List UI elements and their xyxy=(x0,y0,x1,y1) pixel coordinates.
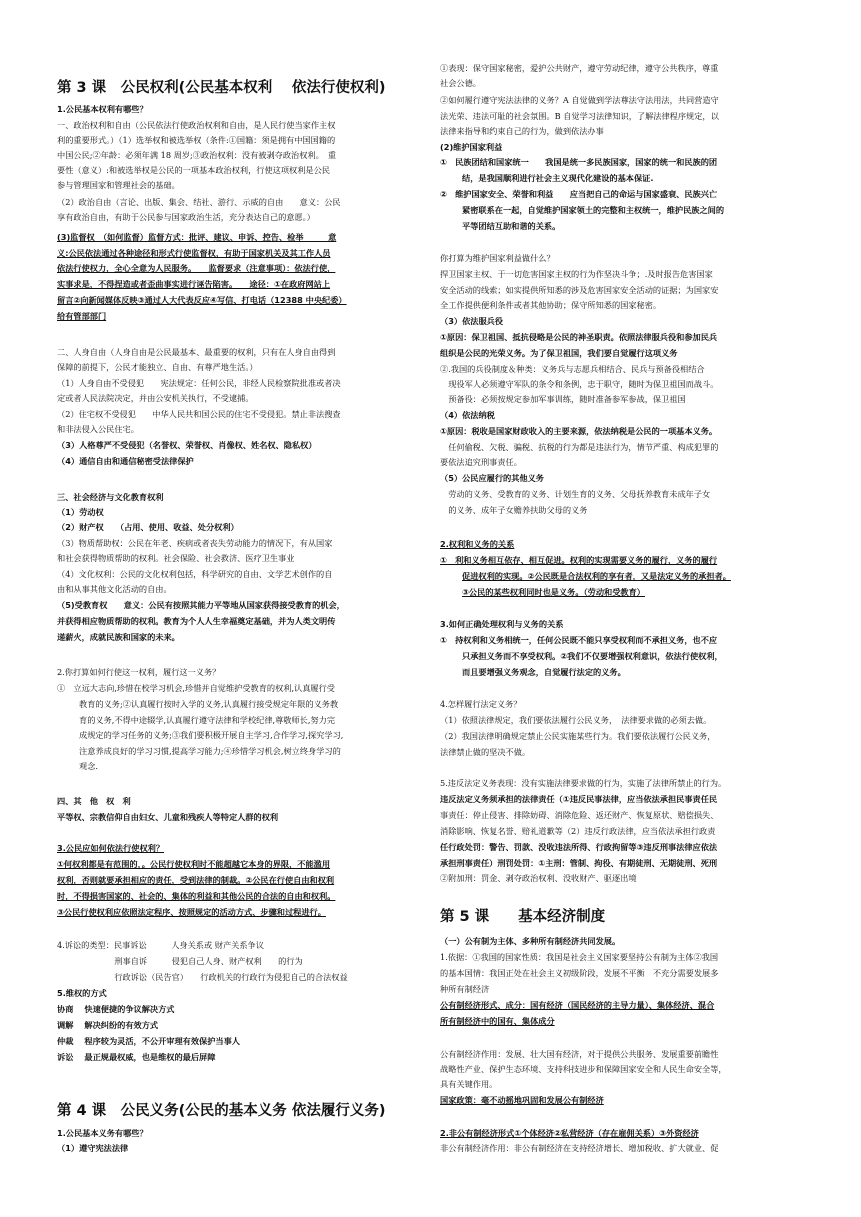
text-line: 4.怎样履行法定义务？ xyxy=(440,699,522,709)
text-line: 战略性产业、保护生态环境、支持科技进步和保障国家安全和人民生命安全等， xyxy=(440,1064,727,1074)
text-line: 只承担义务而不享受权利。②我们不仅要增强权利意识，依法行使权利， xyxy=(462,651,723,661)
text-line: 公有制经济作用：发展、壮大国有经济，对于提供公共服务、发展重要前瞻性 xyxy=(440,1049,719,1059)
text-line: （1）劳动权 xyxy=(57,507,104,517)
text-line: 给有管部部门 xyxy=(57,311,107,321)
text-line: 5.违反法定义务表现：没有实施法律要求做的行为，实施了法律所禁止的行为。 xyxy=(440,778,727,788)
text-line: (3)监督权 （如何监督）监督方式：批评、建议、申诉、控告、检举 意 xyxy=(57,232,337,242)
text-line: ① 利和义务相互依存、相互促进。权利的实现需要义务的履行，义务的履行 xyxy=(440,555,718,565)
text-line: ③公民行使权利应依照法定程序、按照规定的活动方式、步骤和过程进行。 xyxy=(57,907,326,917)
text-line: ③公民的某些权利同时也是义务。（劳动和受教育） xyxy=(462,587,645,597)
text-line: ①原因：税收是国家财政收入的主要来源，依法纳税是公民的一项基本义务。 xyxy=(440,426,718,436)
text-line: 仲裁 程序较为灵活，不公开审理有效保护当事人 xyxy=(57,1036,240,1046)
text-line: （2）政治自由（言论、出版、集会、结社、游行、示威的自由 意义：公民 xyxy=(57,197,341,207)
text-line: 利的重要形式。）（1）选举权和被选举权（条件:①国籍：须是拥有中国国籍的 xyxy=(57,135,336,145)
text-line: 促进权利的实现。②公民既是合法权利的享有者，又是法定义务的承担者。 xyxy=(462,571,731,581)
text-line: 协商 快速便捷的争议解决方式 xyxy=(57,1004,175,1014)
text-line: 而且要增强义务观念，自觉履行法定的义务。 xyxy=(462,667,626,677)
text-line: 任行政处罚：警告、罚款、没收违法所得、行政拘留等③违反刑事法律应依法 xyxy=(440,842,718,852)
text-line: （1）人身自由不受侵犯 宪法规定：任何公民，非经人民检察院批准或者决 xyxy=(57,378,341,388)
text-line: 递薪火，成就民族和国家的未来。 xyxy=(57,632,180,642)
text-line: 事责任：停止侵害、排除妨碍、消除危险、返还财产、恢复原状、赔偿损失、 xyxy=(440,810,719,820)
text-line: 法律来指导和约束自己的行为，做到依法办事 xyxy=(440,126,604,136)
text-line: 平等权、宗教信仰自由妇女、儿童和残疾人等特定人群的权利 xyxy=(57,812,279,822)
text-line: 注意养成良好的学习习惯,提高学习能力;④珍惜学习机会,树立终身学习的 xyxy=(79,746,341,756)
text-line: ① 立远大志向,珍惜在校学习机会,珍惜并自觉维护受教育的权利,认真履行受 xyxy=(57,683,335,693)
text-line: 任何偷税、欠税、骗税、抗税的行为都是违法行为，情节严重、构成犯罪的 xyxy=(440,442,719,452)
text-line: 诉讼 最正规最权威，也是维权的最后屏障 xyxy=(57,1052,216,1062)
text-line: （1）遵守宪法法律 xyxy=(57,1143,129,1153)
text-line: 5.维权的方式 xyxy=(57,988,107,998)
text-line: 所有制经济中的国有、集体成分 xyxy=(440,1016,555,1026)
text-line: ①原因：保卫祖国、抵抗侵略是公民的神圣职责。依照法律服兵役和参加民兵 xyxy=(440,332,718,342)
text-line: ① 民族团结和国家统一 我国是统一多民族国家，国家的统一和民族的团 xyxy=(440,157,718,167)
text-line: 平等团结互助和谐的关系。 xyxy=(462,221,561,231)
text-line: 并获得相应物质帮助的权利。教育为个人人生幸福奠定基础，并为人类文明传 xyxy=(57,616,336,626)
text-line: 劳动的义务、受教育的义务、计划生育的义务、父母抚养教育未成年子女 xyxy=(440,489,711,499)
text-line: 参与管理国家和管理社会的基础。 xyxy=(57,180,180,190)
text-line: 实事求是，不得捏造或者歪曲事实进行诬告陷害。 途径：①在政府网站上 xyxy=(57,279,331,289)
text-line: （2）财产权 （占用、使用、收益、处分权利） xyxy=(57,522,239,532)
text-line: 调解 解决纠纷的有效方式 xyxy=(57,1020,159,1030)
text-line: 由和从事其他文化活动的自由。 xyxy=(57,584,172,594)
text-line: ①表现：保守国家秘密，爱护公共财产，遵守劳动纪律，遵守公共秩序，尊重 xyxy=(440,63,719,73)
text-line: （3）物质帮助权：公民在年老、疾病或者丧失劳动能力的情况下，有从国家 xyxy=(57,538,333,548)
text-line: 4.诉讼的类型：民事诉讼 人身关系或 财产关系争议 xyxy=(57,940,264,950)
text-line: 公有制经济形式、成分：国有经济（国民经济的主导力量）、集体经济、混合 xyxy=(440,1000,715,1010)
text-line: ①何权利都是有范围的，。公民行使权利时不能超越它本身的界限，不能滥用 xyxy=(57,859,331,869)
text-line: （5)受教育权 意义：公民有按照其能力平等地从国家获得接受教育的机会， xyxy=(57,600,345,610)
text-line: 结，是我国顺利进行社会主义现代化建设的基本保证. xyxy=(462,173,654,183)
text-line: （4）依法纳税 xyxy=(440,410,495,420)
text-line: 和非法侵入公民住宅。 xyxy=(57,424,139,434)
text-line: 的义务、成年子女赡养扶助父母的义务 xyxy=(440,505,588,515)
question-3: 3.公民应如何依法行使权利？ xyxy=(57,843,165,853)
text-line: 依法行使权力，全心全意为人民服务。 监督要求（注意事项）：依法行使， xyxy=(57,263,336,273)
text-line: （1）依照法律规定，我们要依法履行公民义务， 法律要求做的必须去做。 xyxy=(440,715,712,725)
text-line: 刑事自诉 侵犯自己人身、财产权利 的行为 xyxy=(57,956,303,966)
text-line: 3.如何正确处理权利与义务的关系 xyxy=(440,619,564,629)
text-line: 育的义务,不得中途辍学,认真履行遵守法律和学校纪律,尊敬师长,努力完 xyxy=(79,715,336,725)
text-line: 义:公民依法通过各种途径和形式行使监督权，有助于国家机关及其工作人员 xyxy=(57,248,331,258)
text-line: 法光荣、违法可耻的社会氛围。B 自觉学习法律知识，了解法律程序规定，以 xyxy=(440,111,719,121)
text-line: （2）我国法律明确规定禁止公民实施某些行为。我们要依法履行公民义务， xyxy=(440,731,716,741)
text-line: 1.依据：①我国的国家性质：我国是社会主义国家要坚持公有制为主体②我国 xyxy=(440,952,719,962)
text-line: 四、其 他 权 利 xyxy=(57,796,131,806)
text-line: 时，不得损害国家的、社会的、集体的利益和其他公民的合法的自由和权利。 xyxy=(57,891,336,901)
text-line: ② 维护国家安全、荣誉和利益 应当把自己的命运与国家盛衰、民族兴亡 xyxy=(440,189,718,199)
text-line: 2.非公有制经济形式①个体经济②私营经济（存在雇佣关系）③外资经济 xyxy=(440,1128,699,1138)
text-line: 二、人身自由（人身自由是公民最基本、最重要的权利，只有在人身自由得到 xyxy=(57,347,336,357)
text-line: 消除影响、恢复名誉、赔礼道歉等（2）违反行政法律，应当依法承担行政责 xyxy=(440,826,716,836)
text-line: 承担刑事责任）刑罚处罚：①主刑：管制、拘役、有期徒刑、无期徒刑、死刑 xyxy=(440,858,718,868)
text-line: （4）文化权利：公民的文化权利包括，科学研究的自由、文学艺术创作的自 xyxy=(57,569,333,579)
text-line: 紧密联系在一起，自觉维护国家领土的完整和主权统一，维护民族之间的 xyxy=(462,205,725,215)
text-line: 的基本国情：我国正处在社会主义初级阶段，发展不平衡 不充分需要发展多 xyxy=(440,968,719,978)
text-line: 一、政治权利和自由（公民依法行使政治权利和自由，是人民行使当家作主权 xyxy=(57,120,336,130)
text-line: ②.我国的兵役制度＆种类：义务兵与志愿兵相结合、民兵与预备役相结合 xyxy=(440,364,705,374)
text-line: 国家政策：毫不动摇地巩固和发展公有制经济 xyxy=(440,1095,604,1105)
text-line: （3）依法服兵役 xyxy=(440,316,504,326)
text-line: 捍卫国家主权、于一切危害国家主权的行为作坚决斗争；.及时报告危害国家 xyxy=(440,269,713,279)
text-line: 保障的前提下，公民才能独立、自由、有尊严地生活。） xyxy=(57,362,258,372)
text-line: 享有政治自由，有助于公民参与国家政治生活，充分表达自己的意愿。） xyxy=(57,212,315,222)
text-line: （一）公有制为主体、多种所有制经济共同发展。 xyxy=(440,936,621,946)
lesson4-title: 第 4 课 公民义务(公民的基本义务 依法履行义务) xyxy=(57,1103,386,1119)
text-line: 成规定的学习任务的义务;③我们要积极开展自主学习,合作学习,探究学习, xyxy=(79,730,344,740)
text-line: 现役军人必须遵守军队的条令和条例，忠于职守，随时为保卫祖国而战斗。 xyxy=(440,379,719,389)
question-2: 2.你打算如何行使这一权利，履行这一义务？ xyxy=(57,667,221,677)
text-line: 法律禁止做的坚决不做。 xyxy=(440,747,531,757)
question-1: 1.公民基本权利有哪些？ xyxy=(57,104,148,114)
text-line: 教育的义务;②认真履行按时入学的义务,认真履行接受规定年限的义务教 xyxy=(79,699,339,709)
text-line: (2)维护国家利益 xyxy=(440,142,503,152)
text-line: ②附加刑：罚金、剥夺政治权利、没收财产、驱逐出境 xyxy=(440,873,637,883)
text-line: ① 持权利和义务相统一，任何公民既不能只享受权利而不承担义务，也不应 xyxy=(440,635,718,645)
text-line: （3）人格尊严不受侵犯（名誉权、荣誉权、肖像权、姓名权、隐私权） xyxy=(57,440,317,450)
lesson5-title: 第 5 课 基本经济制度 xyxy=(440,909,606,925)
text-line: 权利，否则就要承担相应的责任，受到法律的制裁。②公民在行使自由和权利 xyxy=(57,875,335,885)
text-line: ②如何履行遵守宪法法律的义务？A 自觉做到学法尊法守法用法，共同营造守 xyxy=(440,95,719,105)
text-line: （5）公民应履行的其他义务 xyxy=(440,473,544,483)
text-line: 留言②向新闻媒体反映③通过人大代表反应④写信、打电话（12388 中央纪委） xyxy=(57,295,347,305)
text-line: 观念. xyxy=(79,761,98,771)
text-line: 三、社会经济与文化教育权利 xyxy=(57,492,164,502)
text-line: 2.权利和义务的关系 xyxy=(440,539,515,549)
text-line: 组织是公民的光荣义务。为了保卫祖国，我们要自觉履行这项义务 xyxy=(440,348,678,358)
text-line: 非公有制经济作用：非公有制经济在支持经济增长、增加税收、扩大就业、促 xyxy=(440,1143,719,1153)
text-line: 定或者人民法院决定，并由公安机关执行，不受逮捕。 xyxy=(57,393,254,403)
text-line: 社会公德。 xyxy=(440,78,481,88)
text-line: 全工作提供便利条件或者其他协助；保守所知悉的国家秘密。 xyxy=(440,300,662,310)
text-line: 具有关键作用。 xyxy=(440,1079,498,1089)
text-line: （2）住宅权不受侵犯 中华人民共和国公民的住宅不受侵犯。禁止非法搜查 xyxy=(57,409,341,419)
text-line: 1.公民基本义务有哪些？ xyxy=(57,1128,148,1138)
text-line: （4）通信自由和通信秘密受法律保护 xyxy=(57,456,194,466)
text-line: 和社会获得物质帮助的权利。社会保险、社会救济、医疗卫生事业 xyxy=(57,553,295,563)
text-line: 要性（意义）:和被选举权是公民的一项基本政治权利，行使这项权利是公民 xyxy=(57,165,330,175)
text-line: 违反法定义务须承担的法律责任（①违反民事法律，应当依法承担民事责任民 xyxy=(440,794,718,804)
text-line: 行政诉讼（民告官） 行政机关的行政行为侵犯自己的合法权益 xyxy=(57,972,348,982)
lesson3-title: 第 3 课 公民权利(公民基本权利 依法行使权利) xyxy=(57,80,386,96)
text-line: 种所有制经济 xyxy=(440,984,490,994)
text-line: 安全活动的线索；如实提供所知悉的涉及危害国家安全活动的证据；为国家安 xyxy=(440,285,719,295)
text-line: 预备役：必须按规定参加军事训练，随时准备参军参战，保卫祖国 xyxy=(440,394,686,404)
text-line: 你打算为维护国家利益做什么？ xyxy=(440,253,555,263)
text-line: 中国公民;②年龄：必须年满 18 周岁;③政治权利：没有被剥夺政治权利。 重 xyxy=(57,150,337,160)
text-line: 要依法追究刑事责任。 xyxy=(440,457,522,467)
